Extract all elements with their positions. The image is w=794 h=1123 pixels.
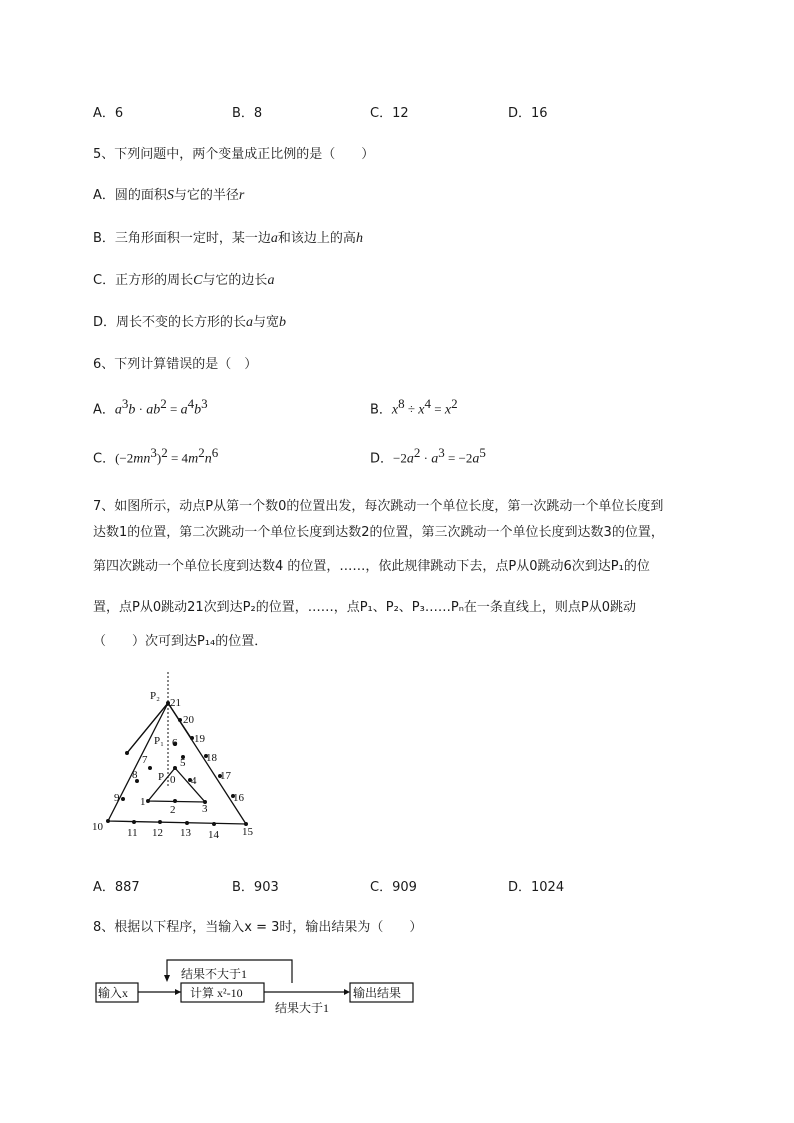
q5-option-d: D．周长不变的长方形的长a与宽b — [93, 315, 287, 330]
num-14: 14 — [208, 829, 219, 841]
q4-option-b: B．8 — [232, 106, 263, 121]
q7-option-c: C．909 — [370, 880, 417, 895]
q6-option-c: C．$(-2mn^3)^2 = 4m^2n^6$ — [93, 445, 219, 467]
num-1: 1 — [140, 796, 146, 808]
num-8: 8 — [132, 769, 138, 781]
q4-option-c: C．12 — [370, 106, 409, 121]
q4-option-a: A．6 — [93, 106, 124, 121]
q8-flowchart — [95, 955, 425, 1021]
q5-option-b: B．三角形面积一定时，某一边a和该边上的高h — [93, 231, 363, 246]
triangle-diagram — [90, 668, 270, 848]
num-17: 17 — [220, 770, 231, 782]
q7-triangle-figure — [90, 668, 270, 852]
flow-exit-label: 结果大于1 — [275, 1001, 330, 1015]
num-3: 3 — [202, 803, 208, 815]
q5-option-a: A．圆的面积S与它的半径r — [93, 188, 245, 203]
q7-stem-line1: 7、如图所示，动点P从第一个数0的位置出发，每次跳动一个单位长度，第一次跳动一个单位长度到 — [93, 499, 664, 514]
q4-option-d: D．16 — [508, 106, 548, 121]
label-p: P — [158, 771, 165, 783]
q7-option-d: D．1024 — [508, 880, 565, 895]
q7-option-a: A．887 — [93, 880, 140, 895]
num-19: 19 — [194, 733, 205, 745]
num-6: 6 — [172, 737, 178, 749]
num-2: 2 — [170, 804, 176, 816]
q7-stem-line2: 达数1的位置，第二次跳动一个单位长度到达数2的位置，第三次跳动一个单位长度到达数3的位置， — [93, 525, 664, 540]
num-5: 5 — [180, 757, 186, 769]
flow-loop-label: 结果不大于1 — [181, 967, 248, 981]
label-p1: P₁ — [154, 735, 164, 747]
flow-input-label: 输入x — [98, 986, 129, 1000]
program-flow-diagram — [95, 955, 425, 1017]
num-20: 20 — [183, 714, 194, 726]
num-13: 13 — [180, 827, 191, 839]
num-11: 11 — [127, 827, 138, 839]
num-9: 9 — [114, 792, 120, 804]
q7-option-b: B．903 — [232, 880, 279, 895]
q6-option-b: B．$x^8 \div x^4 = x^2$ — [370, 396, 458, 418]
q7-stem-line4: 置，点P从0跳动21次到达P₂的位置，……，点P₁、P₂、P₃……Pₙ在一条直线上，则点P从0跳动 — [93, 600, 636, 615]
q6-option-a: A．$a^3b \cdot ab^2 = a^4b^3$ — [93, 396, 208, 418]
num-10: 10 — [92, 821, 103, 833]
q6-stem: 6、下列计算错误的是（ ） — [93, 357, 258, 372]
label-p2: P₂ — [150, 690, 160, 702]
num-0: 0 — [170, 774, 176, 786]
q5-option-c: C．正方形的周长C与它的边长a — [93, 273, 275, 288]
q6-option-d: D．$-2a^2 \cdot a^3 = -2a^5$ — [370, 445, 486, 467]
num-7: 7 — [142, 754, 148, 766]
flow-compute-label: 计算 x²-10 — [190, 986, 243, 1000]
q7-stem-line5: （ ）次可到达P₁₄的位置． — [93, 634, 268, 649]
num-16: 16 — [233, 792, 244, 804]
q7-stem-line3: 第四次跳动一个单位长度到达数4 的位置，……，依此规律跳动下去，点P从0跳动6次到达P₁的位 — [93, 559, 650, 574]
flow-output-label: 输出结果 — [353, 986, 402, 1000]
num-12: 12 — [152, 827, 163, 839]
q5-stem: 5、下列问题中，两个变量成正比例的是（ ） — [93, 147, 375, 162]
num-15: 15 — [242, 826, 253, 838]
q8-stem: 8、根据以下程序，当输入x = 3时，输出结果为（ ） — [93, 920, 423, 935]
num-21: 21 — [170, 697, 181, 709]
num-4: 4 — [191, 775, 197, 787]
num-18: 18 — [206, 752, 217, 764]
